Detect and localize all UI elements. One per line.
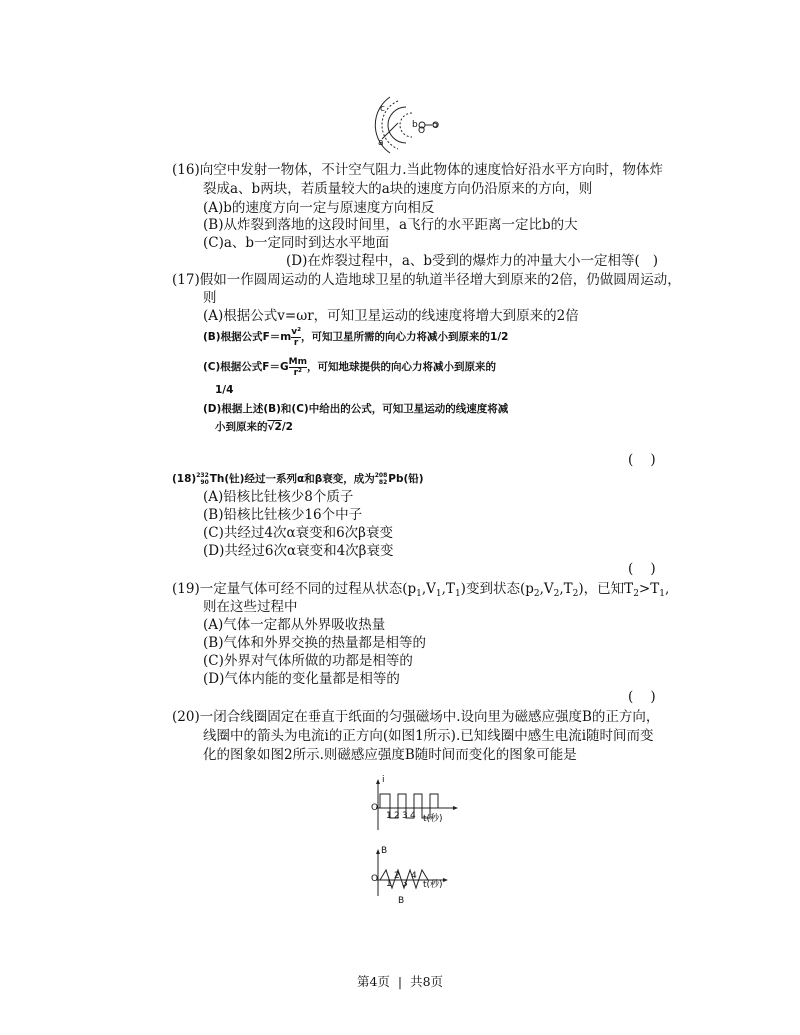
q16-option-d: (D)在炸裂过程中，a、b受到的爆炸力的冲量大小一定相等( )	[286, 253, 658, 269]
q17-option-c-suffix: ，可知地球提供的向心力将减小到原来的	[306, 361, 496, 373]
footer-page-number: 第4页	[356, 974, 390, 989]
footer-separator: |	[397, 974, 403, 989]
q17-option-c-den: r²	[289, 367, 307, 378]
q18-stem	[172, 470, 424, 488]
q18-pb-mass: 208	[374, 472, 388, 479]
q17-stem-1: (17)假如一作圆周运动的人造地球卫星的轨道半径增大到原来的2倍，仍做圆周运动，	[172, 272, 681, 288]
figure-label-a: a	[378, 138, 384, 148]
q19-sub-p2: 2	[533, 589, 540, 599]
q19-option-a: (A)气体一定都从外界吸收热量	[203, 617, 386, 633]
q20-stem-2: 线圈中的箭头为电流i的正方向(如图1所示).已知线圈中感生电流i随时间而变	[203, 728, 654, 744]
q16-option-b: (B)从炸裂到落地的这段时间里，a飞行的水平距离一定比b的大	[203, 217, 578, 233]
q18-th-mass: 232	[196, 472, 209, 479]
q17-option-b-den: r	[291, 337, 301, 348]
q18-th-text: Th(钍)经过一系列α和β衰变，成为	[209, 473, 375, 485]
q17-option-b-fraction	[291, 327, 301, 348]
q18-prefix: (18)	[172, 473, 197, 485]
q19-sub-t2: 2	[572, 589, 579, 599]
graph-b-xlabel: t(秒)	[423, 880, 443, 890]
q19-sub-t2b: 2	[633, 589, 639, 599]
q19-sub-t1: 1	[454, 589, 461, 599]
q19-text-2: ,V	[421, 581, 436, 597]
q19-text-7: )，已知T	[578, 581, 634, 597]
q17-option-b	[203, 326, 508, 348]
q16-option-c: (C)a、b一定同时到达水平地面	[203, 235, 390, 251]
q17-option-d-2	[215, 418, 293, 436]
figure-label-c: c	[380, 104, 385, 114]
q19-answer-paren: ( )	[628, 689, 656, 705]
graph-b-tick-3: 3	[402, 879, 408, 889]
q17-option-d-2-suffix: /2	[281, 421, 293, 433]
q19-option-b: (B)气体和外界交换的热量都是相等的	[203, 635, 426, 651]
graph-b-tick-4: 4	[411, 871, 417, 881]
graph-b-ylabel: B	[381, 846, 388, 856]
graph-i-xlabel: t(秒)	[423, 814, 443, 824]
figure-label-o2: O	[432, 121, 440, 131]
q19-option-c: (C)外界对气体所做的功都是相等的	[203, 653, 413, 669]
q18-pb-z: 82	[378, 479, 388, 486]
q17-option-c-fraction	[289, 357, 307, 378]
q18-answer-paren: ( )	[628, 561, 656, 577]
q19-text-8: >T	[638, 581, 660, 597]
figure-label-b: b	[412, 120, 418, 130]
q18-option-a: (A)铅核比钍核少8个质子	[203, 489, 354, 505]
q19-sub-v1: 1	[435, 589, 442, 599]
q17-option-d-2-prefix: 小到原来的	[215, 421, 268, 433]
q19-text-9: ,	[664, 581, 670, 597]
q17-option-c-tail: 1/4	[215, 384, 234, 396]
q17-answer-paren: ( )	[628, 452, 656, 468]
q19-sub-p1: 1	[416, 589, 422, 599]
q17-option-a: (A)根据公式v=ωr，可知卫星运动的线速度将增大到原来的2倍	[203, 308, 579, 324]
graph-b-tick-1: 1	[386, 879, 392, 889]
q18-option-c: (C)共经过4次α衰变和6次β衰变	[203, 525, 393, 541]
graph-i-ylabel: i	[382, 775, 385, 785]
q18-pb-isotope	[375, 472, 388, 486]
q19-text-6: ,T	[559, 581, 573, 597]
graph-b-caption: B	[398, 896, 405, 906]
q19-option-d: (D)气体内能的变化量都是相等的	[203, 671, 400, 687]
q17-option-b-suffix: ，可知卫星所需的向心力将减小到原来的1/2	[301, 331, 509, 343]
q19-stem-2: 则在这些过程中	[203, 599, 298, 615]
graph-b-tick-2: 2	[394, 871, 400, 881]
q18-option-b: (B)铅核比钍核少16个中子	[203, 507, 363, 523]
graph-i-tick-4: 4	[410, 811, 416, 821]
q16-option-a: (A)b的速度方向一定与原速度方向相反	[203, 200, 435, 216]
q19-text-4: )变到状态(p	[460, 581, 534, 597]
graph-i-origin: O	[371, 803, 379, 813]
q17-stem-2: 则	[203, 290, 217, 306]
q17-option-c	[203, 356, 496, 378]
q20-stem-1: (20)一闭合线圈固定在垂直于纸面的匀强磁场中.设向里为磁感应强度B的正方向，	[172, 709, 660, 725]
q19-text-5: ,V	[539, 581, 554, 597]
graph-i-t	[368, 778, 460, 832]
graph-i-tick-3: 3	[402, 811, 408, 821]
graph-b-origin: O	[371, 874, 379, 884]
figure-label-o1: O	[418, 126, 426, 136]
q19-sub-v2: 2	[553, 589, 560, 599]
q16-stem-2: 裂成a、b两块，若质量较大的a块的速度方向仍沿原来的方向，则	[203, 181, 593, 197]
q17-option-d-1: (D)根据上述(B)和(C)中给出的公式，可知卫星运动的线速度将减	[203, 403, 509, 415]
q17-option-d-2-root: √2	[267, 421, 282, 433]
q17-option-b-num: v²	[291, 326, 302, 337]
q19-sub-t1b: 1	[659, 589, 665, 599]
q19-text-3: ,T	[441, 581, 455, 597]
page-footer	[0, 972, 800, 990]
q18-pb-text: Pb(铅)	[388, 473, 424, 485]
graph-i-tick-1: 1	[386, 811, 392, 821]
q20-stem-3: 化的图象如图2所示.则磁感应强度B随时间而变化的图象可能是	[203, 747, 577, 763]
q18-option-d: (D)共经过6次α衰变和4次β衰变	[203, 543, 394, 559]
q16-stem-1: (16)向空中发射一物体，不计空气阻力.当此物体的速度恰好沿水平方向时，物体炸	[172, 162, 664, 178]
q19-text-1: (19)一定量气体可经不同的过程从状态(p	[172, 581, 417, 597]
q17-option-b-prefix: (B)根据公式F＝m	[203, 331, 292, 343]
q18-th-z: 90	[200, 479, 209, 486]
footer-total-pages: 共8页	[410, 974, 444, 989]
q18-th-isotope	[196, 472, 209, 486]
q17-option-c-num: Mm	[288, 356, 307, 367]
graph-i-tick-2: 2	[394, 811, 400, 821]
q17-option-c-prefix: (C)根据公式F＝G	[203, 361, 289, 373]
